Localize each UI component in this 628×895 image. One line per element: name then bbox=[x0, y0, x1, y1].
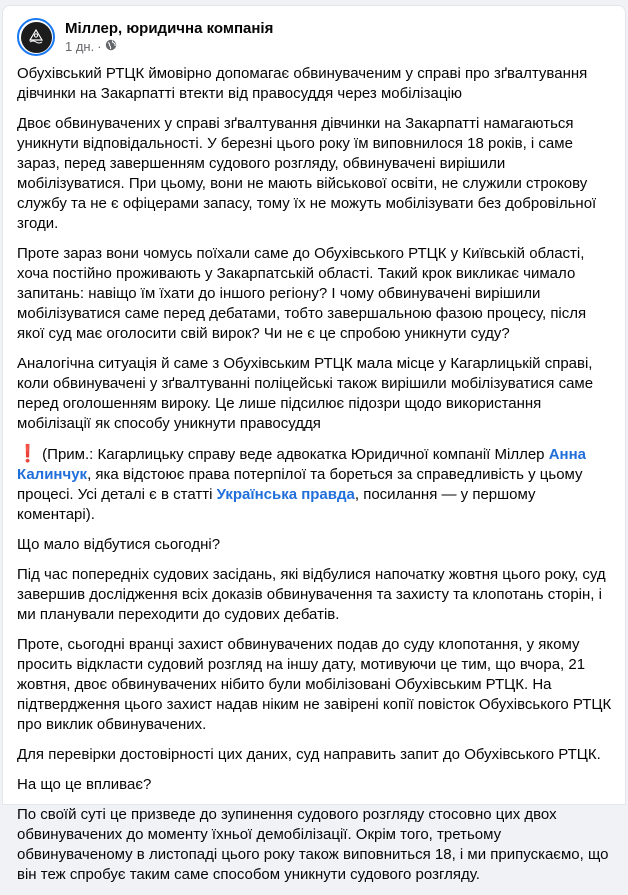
note-text: , яка відстоює права потерпілої та бореться за справедливість у цьому процесі. Усі деталі є в статті bbox=[17, 466, 583, 503]
post-paragraph: Проте, сьогодні вранці захист обвинувачених подав до суду клопотання, у якому просить відкласти судовий розгляд на іншу дату, мотивуючи це тим, що вчора, 21 жовтня, двоє обвинувачених нібито були мобілізовані Обухівським РТЦК. На підтвердження цього захист надав ніким не завірені копії повісток Обухівського РТЦК про виклик обвинувачених. bbox=[17, 636, 612, 733]
post-paragraph: Аналогічна ситуація й саме з Обухівським РТЦК мала місце у Кагарлицькій справі, коли обвинувачені у зґвалтуванні поліцейські також вирішили мобілізуватися саме перед оголошенням вироку. Це лише підсилює підозри щодо використання мобілізації як способу уникнути правосуддя bbox=[17, 355, 594, 432]
note-paragraph bbox=[17, 444, 617, 525]
post-paragraph: Для перевірки достовірності цих даних, суд направить запит до Обухівського РТЦК. bbox=[17, 746, 601, 763]
post-header bbox=[17, 16, 273, 58]
mention-link-anna-kalynchuk[interactable]: Анна Калинчук bbox=[17, 446, 586, 483]
post-paragraph: Двоє обвинувачених у справі зґвалтування дівчинки на Закарпатті намагаються уникнути відповідальності. У березні цього року їм виповнилося 18 років, і саме зараз, перед завершенням судового розгляду, обвинувачені вирішили мобілізуватися. При цьому, вони не мають військової освіти, не служили строкову службу та не є офіцерами запасу, тому їх не можуть мобілізувати без добровільної згоди. bbox=[17, 115, 597, 232]
globe-icon bbox=[105, 39, 117, 55]
note-text: , посилання — у першому коментарі). bbox=[17, 486, 536, 523]
post-paragraph: Проте зараз вони чомусь поїхали саме до Обухівського РТЦК у Київській області, хоча постійно проживають у Закарпатській області. Такий крок викликає чимало запитань: навіщо їм їхати до іншого регіону? І чому обвинувачені вирішили мобілізуватися саме перед дебатами, тобто завершальною фазою процесу, після якої суд має оголосити свій вирок? Чи не є це спробою уникнути суду? bbox=[17, 245, 587, 342]
mention-link-ukrainska-pravda[interactable]: Українська правда bbox=[216, 486, 355, 503]
exclamation-icon: ❗ bbox=[17, 444, 39, 463]
post-paragraph: Під час попередніх судових засідань, які відбулися напочатку жовтня цього року, суд завершив дослідження всіх доказів обвинувачення та захисту та клопотань сторін, і ми планували переходити до судових дебатів. bbox=[17, 566, 606, 623]
post-timestamp[interactable]: 1 дн. bbox=[65, 39, 95, 54]
separator: · bbox=[97, 39, 102, 54]
note-text: (Прим.: Кагарлицьку справу веде адвокатка Юридичної компанії Міллер bbox=[42, 446, 549, 463]
post-card bbox=[2, 5, 626, 883]
avatar[interactable] bbox=[17, 18, 55, 56]
post-paragraph: Що мало відбутися сьогодні? bbox=[17, 536, 221, 553]
post-body bbox=[17, 64, 617, 895]
post-paragraph: По своїй суті це призведе до зупинення судового розгляду стосовно цих двох обвинувачених до моменту їхньої демобілізації. Окрім того, третьому обвинуваченому в листопаді цього року також виповниться 18, і ми припускаємо, що він теж спробує таким саме способом уникнути судового розгляду. bbox=[17, 806, 609, 883]
post-paragraph: На що це впливає? bbox=[17, 776, 152, 793]
logo-icon bbox=[21, 22, 52, 53]
post-paragraph: Обухівський РТЦК ймовірно допомагає обвинуваченим у справі про зґвалтування дівчинки на Закарпатті втекти від правосуддя через мобілізацію bbox=[17, 65, 588, 102]
page-name-link[interactable]: Міллер, юридична компанія bbox=[65, 20, 274, 37]
